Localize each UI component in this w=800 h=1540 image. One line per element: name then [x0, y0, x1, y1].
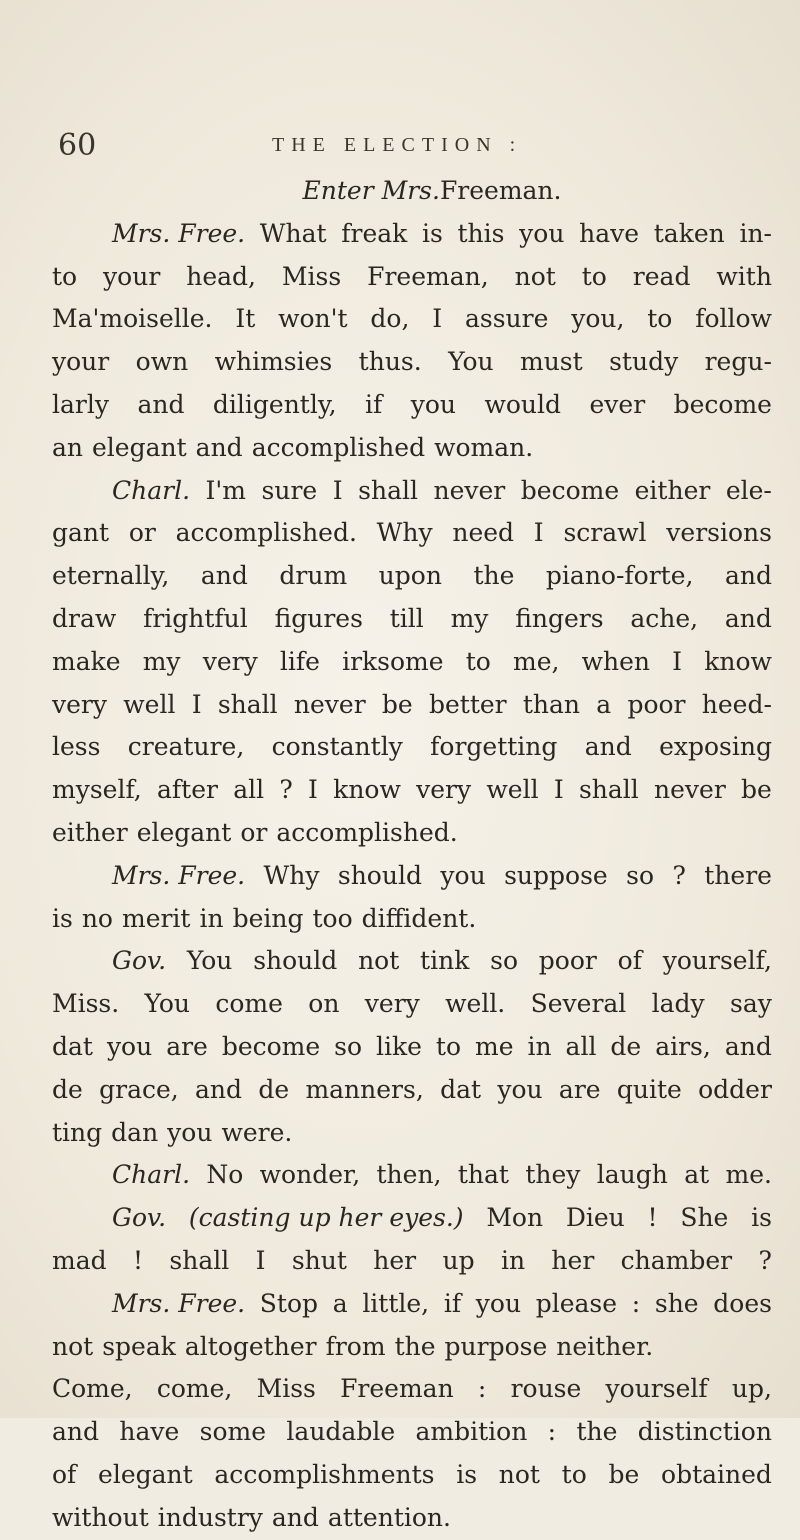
word: sure — [261, 475, 318, 505]
word: gant — [52, 518, 110, 548]
word: Freeman — [340, 1374, 454, 1404]
word: de — [610, 1031, 642, 1061]
text-line — [52, 1454, 772, 1497]
word: you, — [571, 304, 625, 334]
word: your — [103, 261, 161, 291]
word: not — [498, 1459, 540, 1489]
word: versions — [666, 518, 772, 548]
word: rouse — [510, 1374, 582, 1404]
speaker-name: Mrs. Free. — [112, 1288, 246, 1318]
word: freak — [341, 218, 408, 248]
word: and — [195, 1074, 243, 1104]
text-line — [52, 341, 772, 384]
word: to — [581, 261, 607, 291]
text-line — [52, 470, 772, 513]
word: have — [119, 1417, 180, 1447]
word: poor — [538, 946, 597, 976]
word: or — [240, 817, 268, 847]
word: to — [52, 261, 78, 291]
word: assure — [464, 304, 549, 334]
text-line — [52, 170, 772, 213]
word: please — [535, 1288, 618, 1318]
text-line — [52, 855, 772, 898]
word: neither. — [556, 1331, 654, 1361]
speaker-name: Mrs. Free. — [112, 860, 246, 890]
word: in — [527, 1031, 552, 1061]
text-line — [52, 898, 772, 941]
word: You — [186, 946, 233, 976]
word: Mon — [486, 1203, 544, 1233]
word: come, — [156, 1374, 233, 1404]
word: laugh — [596, 1160, 668, 1190]
word: Freeman, — [367, 261, 489, 291]
word: chamber — [620, 1245, 733, 1275]
word: piano-forte, — [545, 561, 694, 591]
text-line — [52, 1326, 772, 1369]
word: shall — [217, 689, 278, 719]
word: ele- — [725, 475, 772, 505]
word: is — [456, 1459, 478, 1489]
word: is — [751, 1203, 772, 1233]
text-line — [52, 213, 772, 256]
word: What — [259, 218, 327, 248]
word: elegant — [92, 432, 187, 462]
word: read — [632, 261, 691, 291]
word: have — [579, 218, 640, 248]
word: regu- — [704, 347, 772, 377]
word: never — [654, 775, 726, 805]
word: if — [443, 1288, 462, 1318]
word: Dieu — [565, 1203, 625, 1233]
word: well — [123, 689, 176, 719]
word: either — [52, 817, 128, 847]
word: de — [52, 1074, 83, 1104]
text-line — [52, 726, 772, 769]
word: all — [233, 775, 265, 805]
word: draw — [52, 603, 117, 633]
word: than — [522, 689, 581, 719]
word: become — [520, 475, 620, 505]
word: : — [477, 1374, 487, 1404]
word: taken — [653, 218, 725, 248]
word: well. — [445, 989, 506, 1019]
word: diffident. — [361, 903, 477, 933]
text-line — [52, 983, 772, 1026]
word: constantly — [271, 732, 403, 762]
word: her — [373, 1245, 417, 1275]
word: and — [137, 389, 185, 419]
word: I — [308, 775, 318, 805]
word: not — [358, 946, 400, 976]
word: at — [684, 1160, 710, 1190]
word: head, — [186, 261, 256, 291]
word: altogether — [184, 1331, 317, 1361]
word: and — [724, 603, 772, 633]
text-line — [52, 256, 772, 299]
word: She — [680, 1203, 729, 1233]
word: me. — [725, 1160, 772, 1190]
word: Come, — [52, 1374, 133, 1404]
word: must — [520, 347, 583, 377]
word: I — [332, 475, 343, 505]
word: very — [416, 775, 472, 805]
word: very — [364, 989, 420, 1019]
text-line — [52, 1197, 772, 1240]
word: your — [52, 347, 110, 377]
word: ache, — [630, 603, 699, 633]
word: is — [421, 218, 443, 248]
text-line — [52, 940, 772, 983]
word: my — [142, 646, 181, 676]
word: there — [704, 860, 772, 890]
word: to — [561, 1459, 587, 1489]
word: suppose — [504, 860, 608, 890]
word: elegant — [98, 1459, 193, 1489]
text-line — [52, 1069, 772, 1112]
text-line — [52, 641, 772, 684]
word: the — [576, 1417, 618, 1447]
word: thus. — [358, 347, 422, 377]
word: me, — [512, 646, 560, 676]
word: after — [157, 775, 218, 805]
word: quite — [616, 1074, 682, 1104]
word: an — [52, 432, 84, 462]
word: not — [514, 261, 556, 291]
word: myself, — [52, 775, 142, 805]
word: I — [672, 646, 683, 676]
word: ! — [647, 1203, 658, 1233]
page-number: 60 — [58, 128, 97, 163]
word: be — [741, 775, 772, 805]
word: or — [128, 518, 156, 548]
word: up — [442, 1245, 475, 1275]
word: so — [490, 946, 519, 976]
word: upon — [378, 561, 442, 591]
word: attention. — [327, 1502, 451, 1532]
word: follow — [695, 304, 772, 334]
word: ? — [672, 860, 686, 890]
word: and — [271, 1502, 319, 1532]
word: life — [279, 646, 320, 676]
word: my — [450, 603, 489, 633]
word: very — [52, 689, 107, 719]
word: say — [730, 989, 772, 1019]
word: obtained — [661, 1459, 772, 1489]
word: manners, — [305, 1074, 424, 1104]
word: she — [654, 1288, 699, 1318]
word: to — [465, 646, 491, 676]
word: you — [410, 389, 457, 419]
word: You — [448, 347, 494, 377]
text-line — [52, 384, 772, 427]
text-line — [52, 812, 772, 855]
word: scrawl — [563, 518, 647, 548]
text-line — [52, 298, 772, 341]
word: lady — [651, 989, 705, 1019]
running-title: THE ELECTION : — [272, 134, 523, 156]
word: Why — [376, 518, 433, 548]
word: does — [713, 1288, 772, 1318]
word: well — [486, 775, 539, 805]
word: this — [457, 218, 505, 248]
word: Stop — [259, 1288, 319, 1318]
word: never — [433, 475, 506, 505]
word: larly — [52, 389, 109, 419]
word: Ma'moiselle. — [52, 304, 213, 334]
word: wonder, — [259, 1160, 361, 1190]
text-line — [52, 555, 772, 598]
text-line — [52, 598, 772, 641]
word: better — [428, 689, 507, 719]
word: need — [452, 518, 515, 548]
word: make — [52, 646, 121, 676]
word: forgetting — [430, 732, 558, 762]
word: never — [293, 689, 366, 719]
word: ever — [589, 389, 646, 419]
word: all — [565, 1031, 597, 1061]
word: of — [52, 1459, 77, 1489]
word: : — [631, 1288, 641, 1318]
word: purpose — [444, 1331, 548, 1361]
speaker-name: Gov. — [112, 946, 167, 976]
word: you — [440, 860, 486, 890]
text-line — [52, 1283, 772, 1326]
word: irksome — [342, 646, 444, 676]
speaker-name: Enter Mrs. — [302, 176, 440, 205]
word: become — [221, 1031, 321, 1061]
word: accomplished. — [175, 518, 357, 548]
word: know — [333, 775, 401, 805]
word: little, — [362, 1288, 430, 1318]
word: would — [484, 389, 562, 419]
text-line — [52, 1368, 772, 1411]
word: so — [334, 1031, 363, 1061]
word: dat — [440, 1074, 482, 1104]
speaker-name: Gov. — [112, 1203, 167, 1233]
word: in — [199, 903, 224, 933]
word: study — [609, 347, 679, 377]
word: Freeman. — [439, 176, 562, 205]
word: speak — [102, 1331, 176, 1361]
speaker-name: Charl. — [112, 475, 191, 505]
word: diligently, — [212, 389, 337, 419]
word: drum — [279, 561, 348, 591]
page-header — [58, 128, 760, 168]
word: be — [381, 689, 413, 719]
word: yourself — [605, 1374, 708, 1404]
word: either — [634, 475, 711, 505]
word: shall — [169, 1245, 230, 1275]
word: accomplishments — [214, 1459, 435, 1489]
word: won't — [278, 304, 348, 334]
word: Why — [263, 860, 320, 890]
word: yourself, — [662, 946, 772, 976]
word: Several — [530, 989, 627, 1019]
word: accomplished — [251, 432, 426, 462]
word: to — [647, 304, 673, 334]
word: shall — [358, 475, 418, 505]
word: exposing — [659, 732, 772, 762]
word: and — [724, 1031, 772, 1061]
word: not — [52, 1331, 94, 1361]
word: know — [704, 646, 772, 676]
word: frightful — [143, 603, 248, 633]
word: shall — [578, 775, 639, 805]
word: you — [106, 1031, 153, 1061]
word: should — [337, 860, 422, 890]
word: ambition — [415, 1417, 528, 1447]
word: : — [547, 1417, 557, 1447]
text-line — [52, 1026, 772, 1069]
word: you — [497, 1074, 543, 1104]
word: is — [52, 903, 73, 933]
text-line — [52, 684, 772, 727]
word: I — [553, 775, 564, 805]
word: to — [435, 1031, 462, 1061]
word: when — [581, 646, 650, 676]
word: up, — [731, 1374, 772, 1404]
word: ting — [52, 1117, 103, 1147]
word: I'm — [205, 475, 247, 505]
word: less — [52, 732, 101, 762]
text-line — [52, 1112, 772, 1155]
word: very — [202, 646, 258, 676]
stage-direction: (casting up her eyes.) — [188, 1203, 464, 1233]
word: tink — [420, 946, 470, 976]
word: Miss — [281, 261, 342, 291]
word: woman. — [434, 432, 534, 462]
word: being — [232, 903, 304, 933]
word: you — [167, 1117, 213, 1147]
word: her — [551, 1245, 595, 1275]
word: they — [525, 1160, 581, 1190]
word: odder — [698, 1074, 772, 1104]
word: grace, — [99, 1074, 179, 1104]
word: airs, — [655, 1031, 711, 1061]
word: me — [474, 1031, 514, 1061]
word: in — [500, 1245, 526, 1275]
text-line — [52, 1497, 772, 1540]
word: till — [389, 603, 424, 633]
word: figures — [274, 603, 363, 633]
word: mad — [52, 1245, 107, 1275]
word: I — [432, 304, 443, 334]
word: de — [258, 1074, 290, 1104]
text-line — [52, 512, 772, 555]
word: elegant — [136, 817, 232, 847]
text-line — [52, 427, 772, 470]
word: the — [394, 1331, 436, 1361]
word: merit — [121, 903, 191, 933]
word: come — [215, 989, 283, 1019]
word: creature, — [127, 732, 245, 762]
word: should — [253, 946, 338, 976]
text-line — [52, 1154, 772, 1197]
word: industry — [157, 1502, 263, 1532]
speaker-name: Mrs. Free. — [112, 218, 246, 248]
word: and — [584, 732, 632, 762]
word: It — [235, 304, 256, 334]
word: ! — [132, 1245, 144, 1275]
speaker-name: Charl. — [112, 1160, 191, 1190]
word: were. — [221, 1117, 293, 1147]
text-line — [52, 769, 772, 812]
word: Miss. — [52, 989, 120, 1019]
word: a — [596, 689, 612, 719]
word: shut — [291, 1245, 347, 1275]
word: like — [376, 1031, 422, 1061]
word: You — [144, 989, 191, 1019]
text-line — [52, 1240, 772, 1283]
word: are — [166, 1031, 208, 1061]
word: in- — [739, 218, 772, 248]
word: a — [332, 1288, 348, 1318]
word: and — [195, 432, 243, 462]
play-text — [52, 170, 772, 1540]
word: laudable — [286, 1417, 396, 1447]
word: with — [716, 261, 772, 291]
word: without — [52, 1502, 149, 1532]
word: then, — [376, 1160, 442, 1190]
word: heed- — [701, 689, 772, 719]
word: you — [475, 1288, 522, 1318]
word: that — [457, 1160, 509, 1190]
word: ? — [758, 1245, 772, 1275]
word: I — [191, 689, 202, 719]
word: too — [312, 903, 353, 933]
word: ? — [279, 775, 293, 805]
word: you — [519, 218, 565, 248]
word: poor — [627, 689, 686, 719]
word: accomplished. — [276, 817, 458, 847]
word: the — [473, 561, 515, 591]
word: and — [724, 561, 772, 591]
word: of — [617, 946, 642, 976]
word: on — [308, 989, 340, 1019]
word: some — [199, 1417, 267, 1447]
word: eternally, — [52, 561, 170, 591]
word: do, — [370, 304, 410, 334]
word: I — [533, 518, 544, 548]
word: become — [673, 389, 772, 419]
word: are — [558, 1074, 601, 1104]
word: Miss — [256, 1374, 316, 1404]
word: whimsies — [214, 347, 333, 377]
word: fingers — [515, 603, 604, 633]
word: and — [200, 561, 248, 591]
word: dat — [52, 1031, 93, 1061]
word: dan — [111, 1117, 159, 1147]
word: distinction — [637, 1417, 772, 1447]
word: and — [52, 1417, 100, 1447]
word: I — [255, 1245, 266, 1275]
word: from — [325, 1331, 386, 1361]
word: so — [626, 860, 655, 890]
word: no — [81, 903, 113, 933]
word: own — [135, 347, 189, 377]
word: No — [206, 1160, 244, 1190]
word: be — [608, 1459, 640, 1489]
word: if — [365, 389, 383, 419]
